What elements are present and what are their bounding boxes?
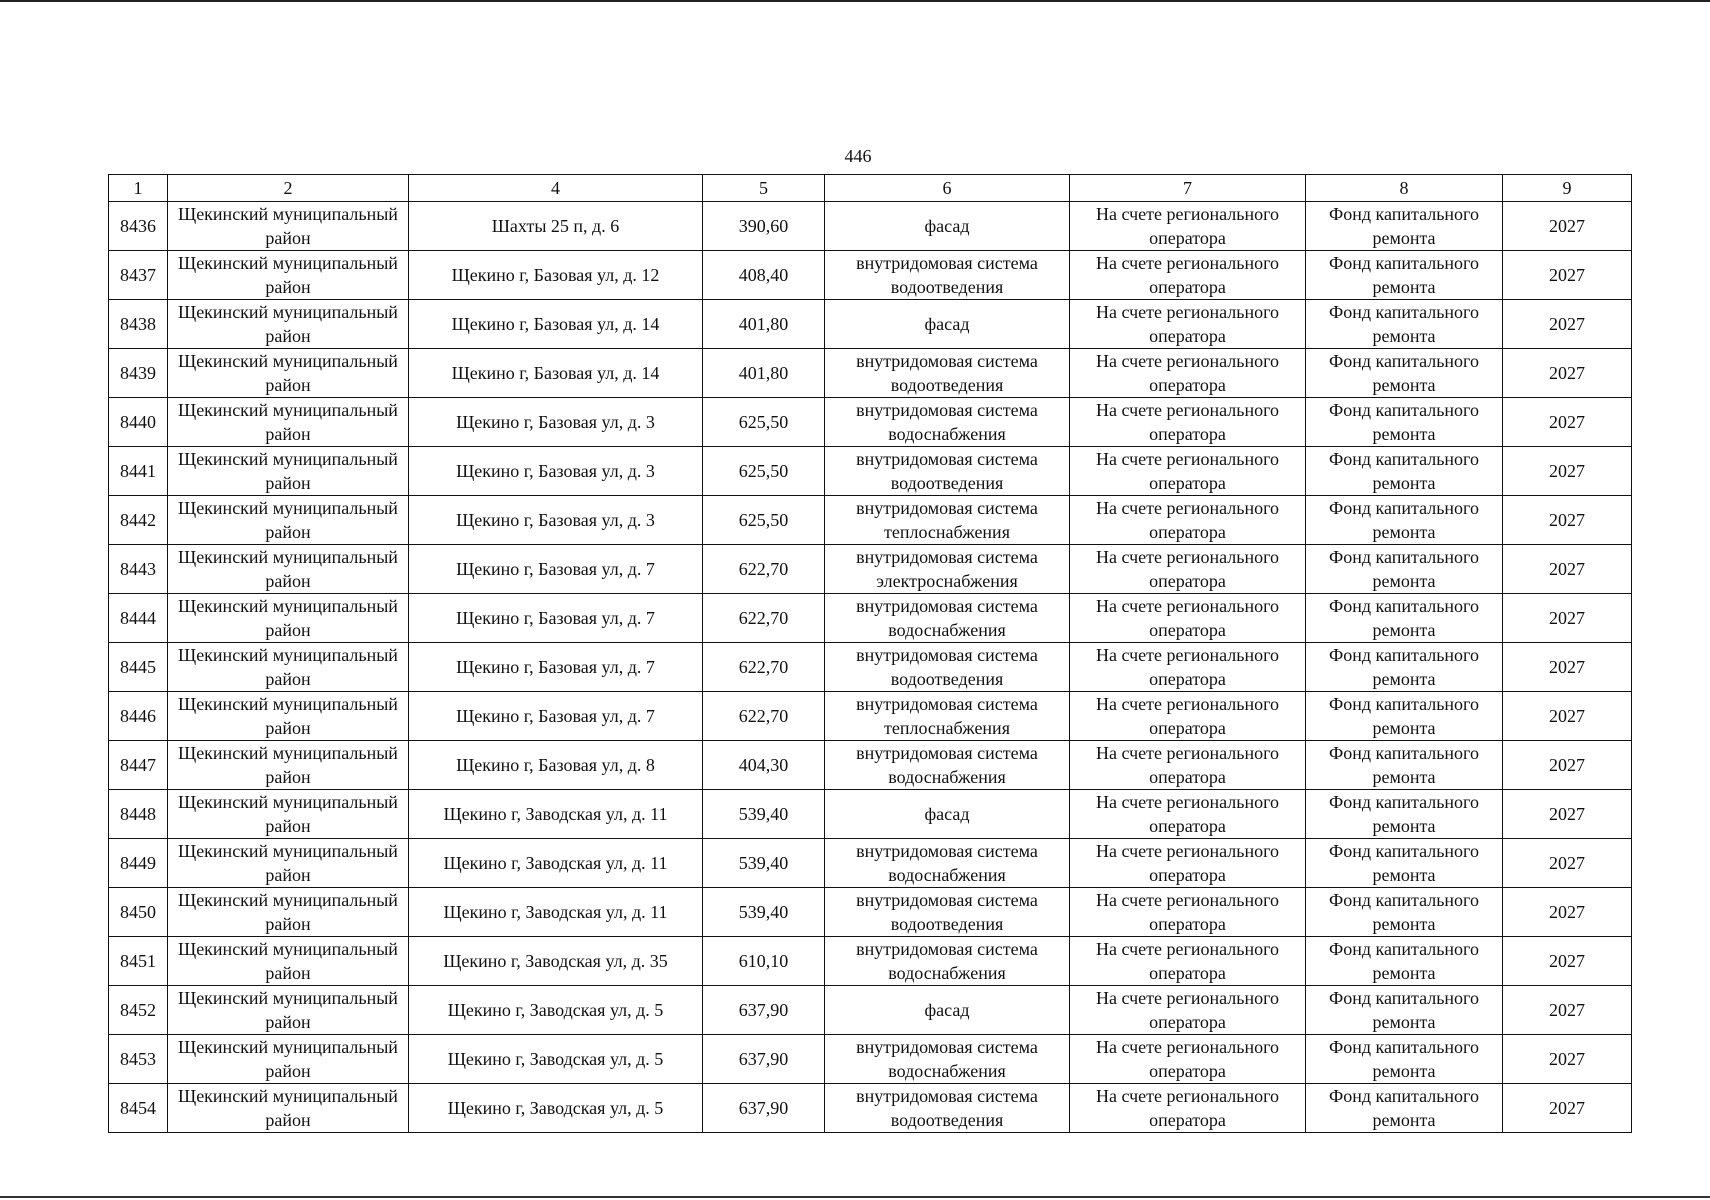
funding-account: На счете регионального оператора [1070,937,1306,986]
work-type: внутридомовая система водоотведения [825,643,1070,692]
work-type: фасад [825,202,1070,251]
address: Щекино г, Базовая ул, д. 8 [409,741,703,790]
area: 401,80 [703,300,825,349]
area: 539,40 [703,790,825,839]
row-number: 8444 [109,594,168,643]
funding-account: На счете регионального оператора [1070,1035,1306,1084]
row-number: 8442 [109,496,168,545]
table-row [109,839,1632,888]
funding-account: На счете регионального оператора [1070,447,1306,496]
year: 2027 [1503,447,1632,496]
funding-account: На счете регионального оператора [1070,398,1306,447]
municipality: Щекинский муниципальный район [168,888,409,937]
area: 622,70 [703,594,825,643]
col-2-header: 2 [168,175,409,202]
work-type: внутридомовая система теплоснабжения [825,692,1070,741]
year: 2027 [1503,545,1632,594]
col-7-header: 7 [1070,175,1306,202]
area: 637,90 [703,986,825,1035]
funding-account: На счете регионального оператора [1070,251,1306,300]
funding-account: На счете регионального оператора [1070,692,1306,741]
row-number: 8447 [109,741,168,790]
year: 2027 [1503,1035,1632,1084]
area: 637,90 [703,1035,825,1084]
table-header [109,175,1632,202]
work-type: внутридомовая система водоотведения [825,1084,1070,1133]
row-number: 8448 [109,790,168,839]
year: 2027 [1503,790,1632,839]
area: 408,40 [703,251,825,300]
funding-account: На счете регионального оператора [1070,741,1306,790]
table-row [109,937,1632,986]
year: 2027 [1503,594,1632,643]
work-type: внутридомовая система водоснабжения [825,937,1070,986]
address: Щекино г, Базовая ул, д. 14 [409,300,703,349]
fund-source: Фонд капитального ремонта [1306,1035,1503,1084]
page-number: 446 [844,146,872,166]
funding-account: На счете регионального оператора [1070,643,1306,692]
address: Щекино г, Заводская ул, д. 5 [409,1084,703,1133]
top-scan-border [0,0,1710,2]
fund-source: Фонд капитального ремонта [1306,251,1503,300]
year: 2027 [1503,398,1632,447]
work-type: внутридомовая система теплоснабжения [825,496,1070,545]
address: Щекино г, Заводская ул, д. 11 [409,839,703,888]
year: 2027 [1503,496,1632,545]
fund-source: Фонд капитального ремонта [1306,986,1503,1035]
fund-source: Фонд капитального ремонта [1306,888,1503,937]
year: 2027 [1503,643,1632,692]
municipality: Щекинский муниципальный район [168,251,409,300]
address: Щекино г, Базовая ул, д. 3 [409,398,703,447]
table-row [109,594,1632,643]
area: 401,80 [703,349,825,398]
municipality: Щекинский муниципальный район [168,986,409,1035]
funding-account: На счете регионального оператора [1070,496,1306,545]
funding-account: На счете регионального оператора [1070,888,1306,937]
table-row [109,447,1632,496]
row-number: 8450 [109,888,168,937]
address: Щекино г, Заводская ул, д. 5 [409,986,703,1035]
fund-source: Фонд капитального ремонта [1306,398,1503,447]
address: Щекино г, Базовая ул, д. 7 [409,594,703,643]
funding-account: На счете регионального оператора [1070,202,1306,251]
table-row [109,692,1632,741]
work-type: внутридомовая система водоснабжения [825,594,1070,643]
address: Щекино г, Базовая ул, д. 14 [409,349,703,398]
funding-account: На счете регионального оператора [1070,545,1306,594]
table-row [109,888,1632,937]
fund-source: Фонд капитального ремонта [1306,790,1503,839]
funding-account: На счете регионального оператора [1070,790,1306,839]
row-number: 8451 [109,937,168,986]
col-9-header: 9 [1503,175,1632,202]
fund-source: Фонд капитального ремонта [1306,496,1503,545]
table-row [109,1084,1632,1133]
work-type: внутридомовая система электроснабжения [825,545,1070,594]
table-row [109,300,1632,349]
fund-source: Фонд капитального ремонта [1306,1084,1503,1133]
fund-source: Фонд капитального ремонта [1306,300,1503,349]
work-type: фасад [825,300,1070,349]
work-type: фасад [825,790,1070,839]
work-type: внутридомовая система водоотведения [825,251,1070,300]
address: Щекино г, Базовая ул, д. 3 [409,447,703,496]
municipality: Щекинский муниципальный район [168,741,409,790]
row-number: 8436 [109,202,168,251]
municipality: Щекинский муниципальный район [168,692,409,741]
address: Щекино г, Заводская ул, д. 5 [409,1035,703,1084]
area: 637,90 [703,1084,825,1133]
area: 625,50 [703,496,825,545]
year: 2027 [1503,251,1632,300]
municipality: Щекинский муниципальный район [168,349,409,398]
fund-source: Фонд капитального ремонта [1306,349,1503,398]
address: Щекино г, Заводская ул, д. 11 [409,790,703,839]
municipality: Щекинский муниципальный район [168,398,409,447]
address: Щекино г, Базовая ул, д. 12 [409,251,703,300]
municipality: Щекинский муниципальный район [168,496,409,545]
row-number: 8438 [109,300,168,349]
funding-account: На счете регионального оператора [1070,594,1306,643]
area: 625,50 [703,398,825,447]
municipality: Щекинский муниципальный район [168,839,409,888]
row-number: 8441 [109,447,168,496]
work-type: внутридомовая система водоотведения [825,349,1070,398]
address: Щекино г, Базовая ул, д. 7 [409,545,703,594]
area: 622,70 [703,545,825,594]
repair-schedule-table [108,174,1632,1133]
row-number: 8445 [109,643,168,692]
fund-source: Фонд капитального ремонта [1306,545,1503,594]
col-8-header: 8 [1306,175,1503,202]
table-row [109,349,1632,398]
address: Щекино г, Базовая ул, д. 7 [409,692,703,741]
address: Щекино г, Базовая ул, д. 3 [409,496,703,545]
fund-source: Фонд капитального ремонта [1306,594,1503,643]
year: 2027 [1503,692,1632,741]
year: 2027 [1503,741,1632,790]
bottom-scan-border [0,1196,1710,1198]
work-type: внутридомовая система водоотведения [825,888,1070,937]
row-number: 8449 [109,839,168,888]
funding-account: На счете регионального оператора [1070,1084,1306,1133]
table-row [109,251,1632,300]
municipality: Щекинский муниципальный район [168,1084,409,1133]
work-type: внутридомовая система водоснабжения [825,398,1070,447]
fund-source: Фонд капитального ремонта [1306,202,1503,251]
area: 390,60 [703,202,825,251]
fund-source: Фонд капитального ремонта [1306,937,1503,986]
municipality: Щекинский муниципальный район [168,643,409,692]
row-number: 8454 [109,1084,168,1133]
year: 2027 [1503,1084,1632,1133]
col-4-header: 4 [409,175,703,202]
col-5-header: 5 [703,175,825,202]
col-6-header: 6 [825,175,1070,202]
municipality: Щекинский муниципальный район [168,447,409,496]
year: 2027 [1503,888,1632,937]
municipality: Щекинский муниципальный район [168,202,409,251]
address: Щекино г, Заводская ул, д. 35 [409,937,703,986]
table-row [109,790,1632,839]
municipality: Щекинский муниципальный район [168,594,409,643]
area: 610,10 [703,937,825,986]
fund-source: Фонд капитального ремонта [1306,447,1503,496]
funding-account: На счете регионального оператора [1070,986,1306,1035]
work-type: внутридомовая система водоотведения [825,447,1070,496]
table-row [109,496,1632,545]
area: 622,70 [703,643,825,692]
table-row [109,398,1632,447]
address: Щекино г, Базовая ул, д. 7 [409,643,703,692]
funding-account: На счете регионального оператора [1070,300,1306,349]
funding-account: На счете регионального оператора [1070,839,1306,888]
year: 2027 [1503,202,1632,251]
year: 2027 [1503,839,1632,888]
table-row [109,643,1632,692]
address: Шахты 25 п, д. 6 [409,202,703,251]
row-number: 8453 [109,1035,168,1084]
table-row [109,202,1632,251]
municipality: Щекинский муниципальный район [168,937,409,986]
table-row [109,741,1632,790]
fund-source: Фонд капитального ремонта [1306,643,1503,692]
area: 625,50 [703,447,825,496]
municipality: Щекинский муниципальный район [168,1035,409,1084]
row-number: 8443 [109,545,168,594]
work-type: внутридомовая система водоснабжения [825,1035,1070,1084]
row-number: 8440 [109,398,168,447]
table-row [109,986,1632,1035]
row-number: 8437 [109,251,168,300]
fund-source: Фонд капитального ремонта [1306,692,1503,741]
year: 2027 [1503,986,1632,1035]
year: 2027 [1503,300,1632,349]
fund-source: Фонд капитального ремонта [1306,741,1503,790]
table-row [109,1035,1632,1084]
year: 2027 [1503,349,1632,398]
area: 539,40 [703,839,825,888]
area: 404,30 [703,741,825,790]
col-1-header: 1 [109,175,168,202]
row-number: 8439 [109,349,168,398]
work-type: внутридомовая система водоснабжения [825,741,1070,790]
work-type: фасад [825,986,1070,1035]
table-body [109,202,1632,1133]
funding-account: На счете регионального оператора [1070,349,1306,398]
row-number: 8446 [109,692,168,741]
municipality: Щекинский муниципальный район [168,545,409,594]
area: 622,70 [703,692,825,741]
municipality: Щекинский муниципальный район [168,300,409,349]
table-row [109,545,1632,594]
work-type: внутридомовая система водоснабжения [825,839,1070,888]
header-row [109,175,1632,202]
municipality: Щекинский муниципальный район [168,790,409,839]
row-number: 8452 [109,986,168,1035]
area: 539,40 [703,888,825,937]
fund-source: Фонд капитального ремонта [1306,839,1503,888]
year: 2027 [1503,937,1632,986]
address: Щекино г, Заводская ул, д. 11 [409,888,703,937]
